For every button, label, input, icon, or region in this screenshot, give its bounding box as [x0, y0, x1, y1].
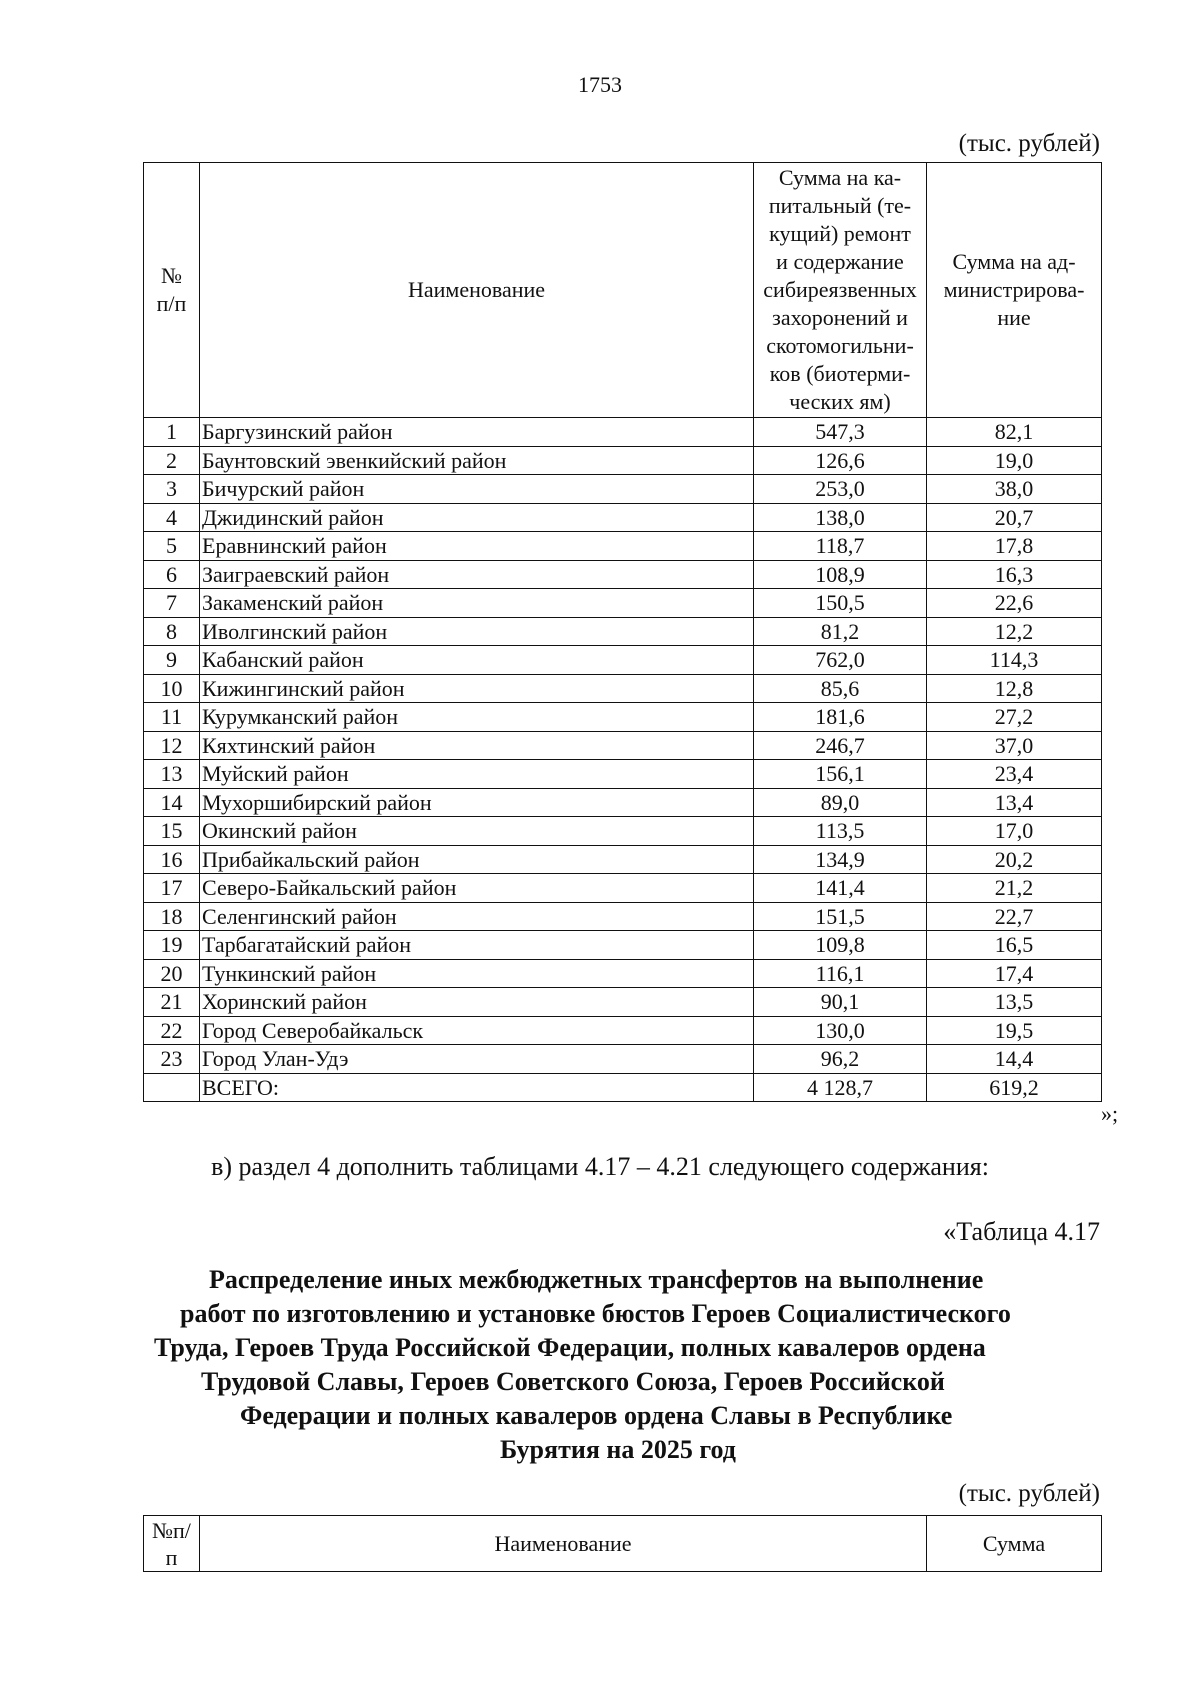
- row-number: 15: [144, 817, 200, 846]
- heading-line: Бурятия на 2025 год: [500, 1435, 736, 1464]
- transfers-table: [143, 162, 1102, 1102]
- repair-sum: 89,0: [754, 788, 927, 817]
- repair-sum: 151,5: [754, 902, 927, 931]
- header-name-2: Наименование: [200, 1516, 927, 1572]
- header-num: № п/п: [144, 163, 200, 418]
- row-number: 4: [144, 503, 200, 532]
- table-row: [144, 788, 1102, 817]
- admin-sum: 16,5: [927, 931, 1102, 960]
- header-name: Наименование: [200, 163, 754, 418]
- district-name: Окинский район: [200, 817, 754, 846]
- district-name: Мухоршибирский район: [200, 788, 754, 817]
- admin-sum: 37,0: [927, 731, 1102, 760]
- table-label: «Таблица 4.17: [943, 1217, 1100, 1246]
- district-name: Кяхтинский район: [200, 731, 754, 760]
- district-name: Северо-Байкальский район: [200, 874, 754, 903]
- admin-sum: 82,1: [927, 418, 1102, 447]
- repair-sum: 181,6: [754, 703, 927, 732]
- admin-sum: 19,5: [927, 1016, 1102, 1045]
- header-sum-2: Сумма: [927, 1516, 1102, 1572]
- table-row: [144, 817, 1102, 846]
- table-row: [144, 703, 1102, 732]
- row-number: 23: [144, 1045, 200, 1074]
- repair-sum: 126,6: [754, 446, 927, 475]
- admin-sum: 20,7: [927, 503, 1102, 532]
- district-name: Заиграевский район: [200, 560, 754, 589]
- district-name: Селенгинский район: [200, 902, 754, 931]
- district-name: Кабанский район: [200, 646, 754, 675]
- units-label-2: (тыс. рублей): [958, 1480, 1100, 1507]
- district-name: Город Северобайкальск: [200, 1016, 754, 1045]
- repair-sum: 253,0: [754, 475, 927, 504]
- admin-sum: 13,5: [927, 988, 1102, 1017]
- table-row: [144, 1045, 1102, 1074]
- table-row: [144, 760, 1102, 789]
- repair-sum: 81,2: [754, 617, 927, 646]
- row-number: 1: [144, 418, 200, 447]
- row-number: 7: [144, 589, 200, 618]
- district-name: Закаменский район: [200, 589, 754, 618]
- header-num-2: №п/ п: [144, 1516, 200, 1572]
- repair-sum: 85,6: [754, 674, 927, 703]
- district-name: Курумканский район: [200, 703, 754, 732]
- row-number: 3: [144, 475, 200, 504]
- amendment-text: в) раздел 4 дополнить таблицами 4.17 – 4.21 следующего содержания:: [211, 1152, 989, 1181]
- heading-line: Распределение иных межбюджетных трансфертов на выполнение: [209, 1265, 984, 1294]
- repair-sum: 156,1: [754, 760, 927, 789]
- repair-sum: 138,0: [754, 503, 927, 532]
- repair-sum: 116,1: [754, 959, 927, 988]
- admin-sum: 13,4: [927, 788, 1102, 817]
- header-repair-sum: Сумма на ка- питальный (те- кущий) ремонт и содержание сибиреязвенных захоронений и скотомогильни- ков (биотерми- ческих ям): [754, 163, 927, 418]
- row-number: 12: [144, 731, 200, 760]
- total-row: [144, 1073, 1102, 1102]
- table-row: [144, 418, 1102, 447]
- row-number: [144, 1073, 200, 1102]
- row-number: 16: [144, 845, 200, 874]
- admin-sum: 12,2: [927, 617, 1102, 646]
- repair-sum: 141,4: [754, 874, 927, 903]
- repair-sum: 90,1: [754, 988, 927, 1017]
- district-name: Муйский район: [200, 760, 754, 789]
- district-name: Тарбагатайский район: [200, 931, 754, 960]
- closing-mark: »;: [1101, 1101, 1119, 1126]
- row-number: 13: [144, 760, 200, 789]
- admin-sum: 114,3: [927, 646, 1102, 675]
- table-heading: [140, 1263, 1100, 1467]
- row-number: 9: [144, 646, 200, 675]
- heading-line: Трудовой Славы, Героев Советского Союза, Героев Российской: [201, 1367, 945, 1396]
- table-row: [144, 503, 1102, 532]
- district-name: ВСЕГО:: [200, 1073, 754, 1102]
- admin-sum: 19,0: [927, 446, 1102, 475]
- admin-sum: 20,2: [927, 845, 1102, 874]
- district-name: Баргузинский район: [200, 418, 754, 447]
- row-number: 14: [144, 788, 200, 817]
- row-number: 8: [144, 617, 200, 646]
- admin-sum: 38,0: [927, 475, 1102, 504]
- repair-sum: 130,0: [754, 1016, 927, 1045]
- table-row: [144, 475, 1102, 504]
- table-row: [144, 1016, 1102, 1045]
- table-row: [144, 731, 1102, 760]
- district-name: Баунтовский эвенкийский район: [200, 446, 754, 475]
- table-row: [144, 560, 1102, 589]
- table-row: [144, 617, 1102, 646]
- admin-sum: 16,3: [927, 560, 1102, 589]
- district-name: Иволгинский район: [200, 617, 754, 646]
- admin-sum: 23,4: [927, 760, 1102, 789]
- admin-sum: 17,0: [927, 817, 1102, 846]
- row-number: 17: [144, 874, 200, 903]
- table-row: [144, 446, 1102, 475]
- row-number: 10: [144, 674, 200, 703]
- admin-sum: 22,6: [927, 589, 1102, 618]
- units-label: (тыс. рублей): [958, 130, 1100, 157]
- row-number: 11: [144, 703, 200, 732]
- table-row: [144, 931, 1102, 960]
- heading-line: Федерации и полных кавалеров ордена Славы в Республике: [240, 1401, 953, 1430]
- repair-sum: 150,5: [754, 589, 927, 618]
- repair-sum: 113,5: [754, 817, 927, 846]
- table-row: [144, 959, 1102, 988]
- district-name: Еравнинский район: [200, 532, 754, 561]
- table-row: [144, 532, 1102, 561]
- admin-sum: 21,2: [927, 874, 1102, 903]
- repair-sum: 96,2: [754, 1045, 927, 1074]
- heading-line: Труда, Героев Труда Российской Федерации, полных кавалеров ордена: [154, 1333, 986, 1362]
- admin-sum: 17,4: [927, 959, 1102, 988]
- repair-sum: 4 128,7: [754, 1073, 927, 1102]
- district-name: Прибайкальский район: [200, 845, 754, 874]
- repair-sum: 109,8: [754, 931, 927, 960]
- page-number: 1753: [578, 72, 622, 97]
- admin-sum: 27,2: [927, 703, 1102, 732]
- table-row: [144, 988, 1102, 1017]
- table-row: [144, 845, 1102, 874]
- admin-sum: 12,8: [927, 674, 1102, 703]
- district-name: Город Улан-Удэ: [200, 1045, 754, 1074]
- district-name: Хоринский район: [200, 988, 754, 1017]
- admin-sum: 14,4: [927, 1045, 1102, 1074]
- repair-sum: 118,7: [754, 532, 927, 561]
- table-row: [144, 589, 1102, 618]
- district-name: Бичурский район: [200, 475, 754, 504]
- repair-sum: 134,9: [754, 845, 927, 874]
- repair-sum: 246,7: [754, 731, 927, 760]
- admin-sum: 619,2: [927, 1073, 1102, 1102]
- repair-sum: 108,9: [754, 560, 927, 589]
- district-name: Тункинский район: [200, 959, 754, 988]
- repair-sum: 547,3: [754, 418, 927, 447]
- row-number: 22: [144, 1016, 200, 1045]
- header-admin-sum: Сумма на ад- министрирова- ние: [927, 163, 1102, 418]
- admin-sum: 22,7: [927, 902, 1102, 931]
- row-number: 2: [144, 446, 200, 475]
- table-row: [144, 902, 1102, 931]
- table-row: [144, 646, 1102, 675]
- admin-sum: 17,8: [927, 532, 1102, 561]
- district-name: Джидинский район: [200, 503, 754, 532]
- heading-line: работ по изготовлению и установке бюстов Героев Социалистического: [180, 1299, 1011, 1328]
- repair-sum: 762,0: [754, 646, 927, 675]
- row-number: 21: [144, 988, 200, 1017]
- row-number: 18: [144, 902, 200, 931]
- row-number: 20: [144, 959, 200, 988]
- row-number: 6: [144, 560, 200, 589]
- table-row: [144, 874, 1102, 903]
- table-row: [144, 674, 1102, 703]
- row-number: 5: [144, 532, 200, 561]
- row-number: 19: [144, 931, 200, 960]
- district-name: Кижингинский район: [200, 674, 754, 703]
- busts-table: [143, 1515, 1102, 1572]
